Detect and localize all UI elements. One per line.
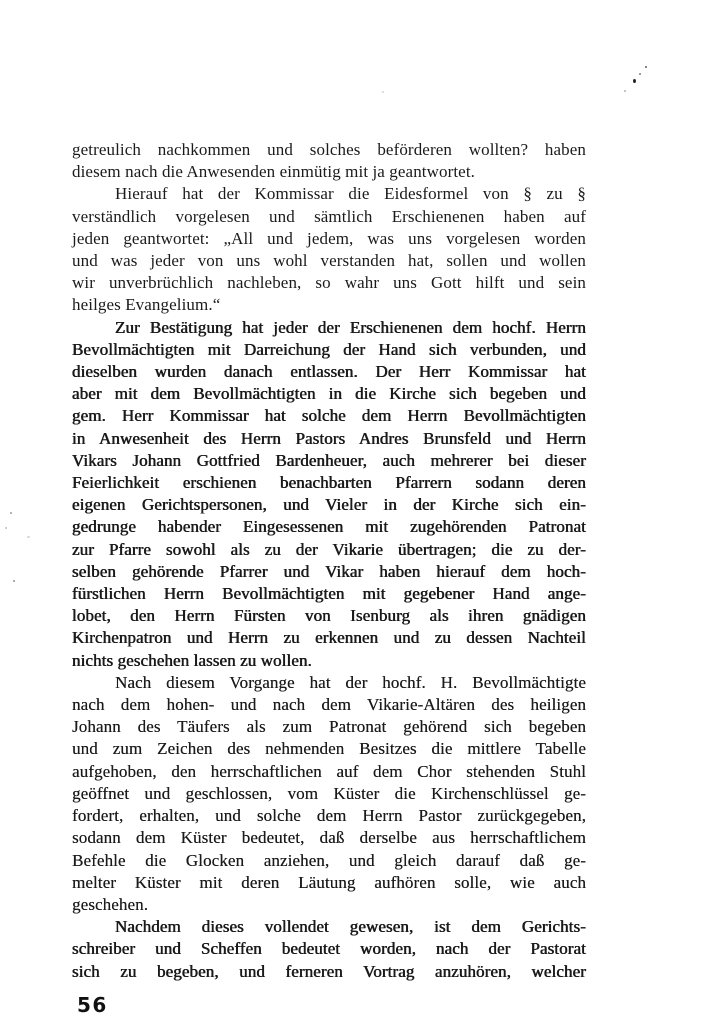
text-line: Befehle die Glocken anziehen, und gleich darauf daß ge- [72, 850, 586, 870]
text-line: Bevollmächtigten mit Darreichung der Hand sich verbunden, und [72, 339, 586, 359]
text-line: in Anwesenheit des Herrn Pastors Andres Brunsfeld und Herrn [72, 428, 586, 448]
ink-speck [624, 90, 626, 92]
text-line: verständlich vorgelesen und sämtlich Erschienenen haben auf [72, 206, 586, 226]
text-line: gem. Herr Kommissar hat solche dem Herrn Bevollmächtigten [72, 406, 586, 426]
text-line: und zum Zeichen des nehmenden Besitzes die mittlere Tabelle [72, 739, 586, 759]
text-line: fürstlichen Herrn Bevollmächtigten mit gegebener Hand ange- [72, 584, 586, 604]
text-line: Kirchenpatron und Herrn zu erkennen und zu dessen Nachteil [72, 628, 586, 648]
paragraph [72, 317, 586, 672]
text-line: dieselben wurden danach entlassen. Der Herr Kommissar hat [72, 362, 586, 382]
text-line: eigenen Gerichtspersonen, und Vieler in der Kirche sich ein- [72, 495, 586, 515]
paragraph [72, 916, 586, 983]
text-line: zur Pfarre sowohl als zu der Vikarie übertragen; die zu der- [72, 539, 586, 559]
text-line: aufgehoben, den herrschaftlichen auf dem Chor stehenden Stuhl [72, 761, 586, 781]
paragraph [72, 183, 586, 316]
text-line: Nach diesem Vorgange hat der hochf. H. Bevollmächtigte [115, 672, 586, 692]
ink-speck [382, 91, 384, 93]
text-line: Vikars Johann Gottfried Bardenheuer, auch mehrerer bei dieser [72, 450, 586, 470]
text-line: jeden geantwortet: „All und jedem, was uns vorgelesen worden [72, 228, 586, 248]
text-line: wir unverbrüchlich nachleben, so wahr uns Gott hilft und sein [72, 273, 586, 293]
text-line: sodann dem Küster bedeutet, daß derselbe aus herrschaftlichem [72, 828, 586, 848]
text-line: lobet, den Herrn Fürsten von Isenburg als ihren gnädigen [72, 606, 586, 626]
text-line: geöffnet und geschlossen, vom Küster die Kirchenschlüssel ge- [72, 783, 586, 803]
text-line: getreulich nachkommen und solches beförderen wollten? haben [72, 140, 586, 159]
ink-speck [13, 580, 15, 582]
page-number: 56 [77, 993, 108, 1017]
paragraph [72, 139, 586, 183]
ink-speck [639, 73, 641, 75]
text-block [72, 139, 586, 983]
text-line: schreiber und Scheffen bedeutet worden, nach der Pastorat [72, 939, 586, 959]
text-line: Hierauf hat der Kommissar die Eidesformel von § zu § [115, 184, 586, 204]
ink-speck [645, 66, 647, 68]
text-line: Johann des Täufers als zum Patronat gehörend sich begeben [72, 717, 586, 737]
text-line: selben gehörende Pfarrer und Vikar haben hierauf dem hoch- [72, 561, 586, 581]
text-line: diesem nach die Anwesenden einmütig mit ja geantwortet. [72, 162, 475, 182]
text-line: geschehen. [72, 894, 149, 914]
text-line: heilges Evangelium.“ [72, 295, 221, 315]
ink-speck [5, 527, 7, 529]
ink-speck [10, 512, 12, 514]
ink-speck [633, 79, 636, 83]
text-line: und was jeder von uns wohl verstanden hat, sollen und wollen [72, 251, 586, 271]
ink-speck [27, 536, 30, 538]
text-line: Nachdem dieses vollendet gewesen, ist dem Gerichts- [115, 917, 586, 937]
text-line: fordert, erhalten, und solche dem Herrn Pastor zurückgegeben, [72, 806, 586, 826]
text-line: nichts geschehen lassen zu wollen. [72, 650, 312, 670]
text-line: nach dem hohen- und nach dem Vikarie-Altären des heiligen [72, 695, 586, 715]
text-line: gedrunge habender Eingesessenen mit zugehörenden Patronat [72, 517, 586, 537]
text-line: sich zu begeben, und ferneren Vortrag anzuhören, welcher [72, 961, 586, 981]
text-line: Feierlichkeit erschienen benachbarten Pfarrern sodann deren [72, 473, 586, 493]
text-line: Zur Bestätigung hat jeder der Erschienenen dem hochf. Herrn [115, 317, 586, 337]
paragraph [72, 672, 586, 916]
text-line: melter Küster mit deren Läutung aufhören solle, wie auch [72, 872, 586, 892]
text-line: aber mit dem Bevollmächtigten in die Kirche sich begeben und [72, 384, 586, 404]
